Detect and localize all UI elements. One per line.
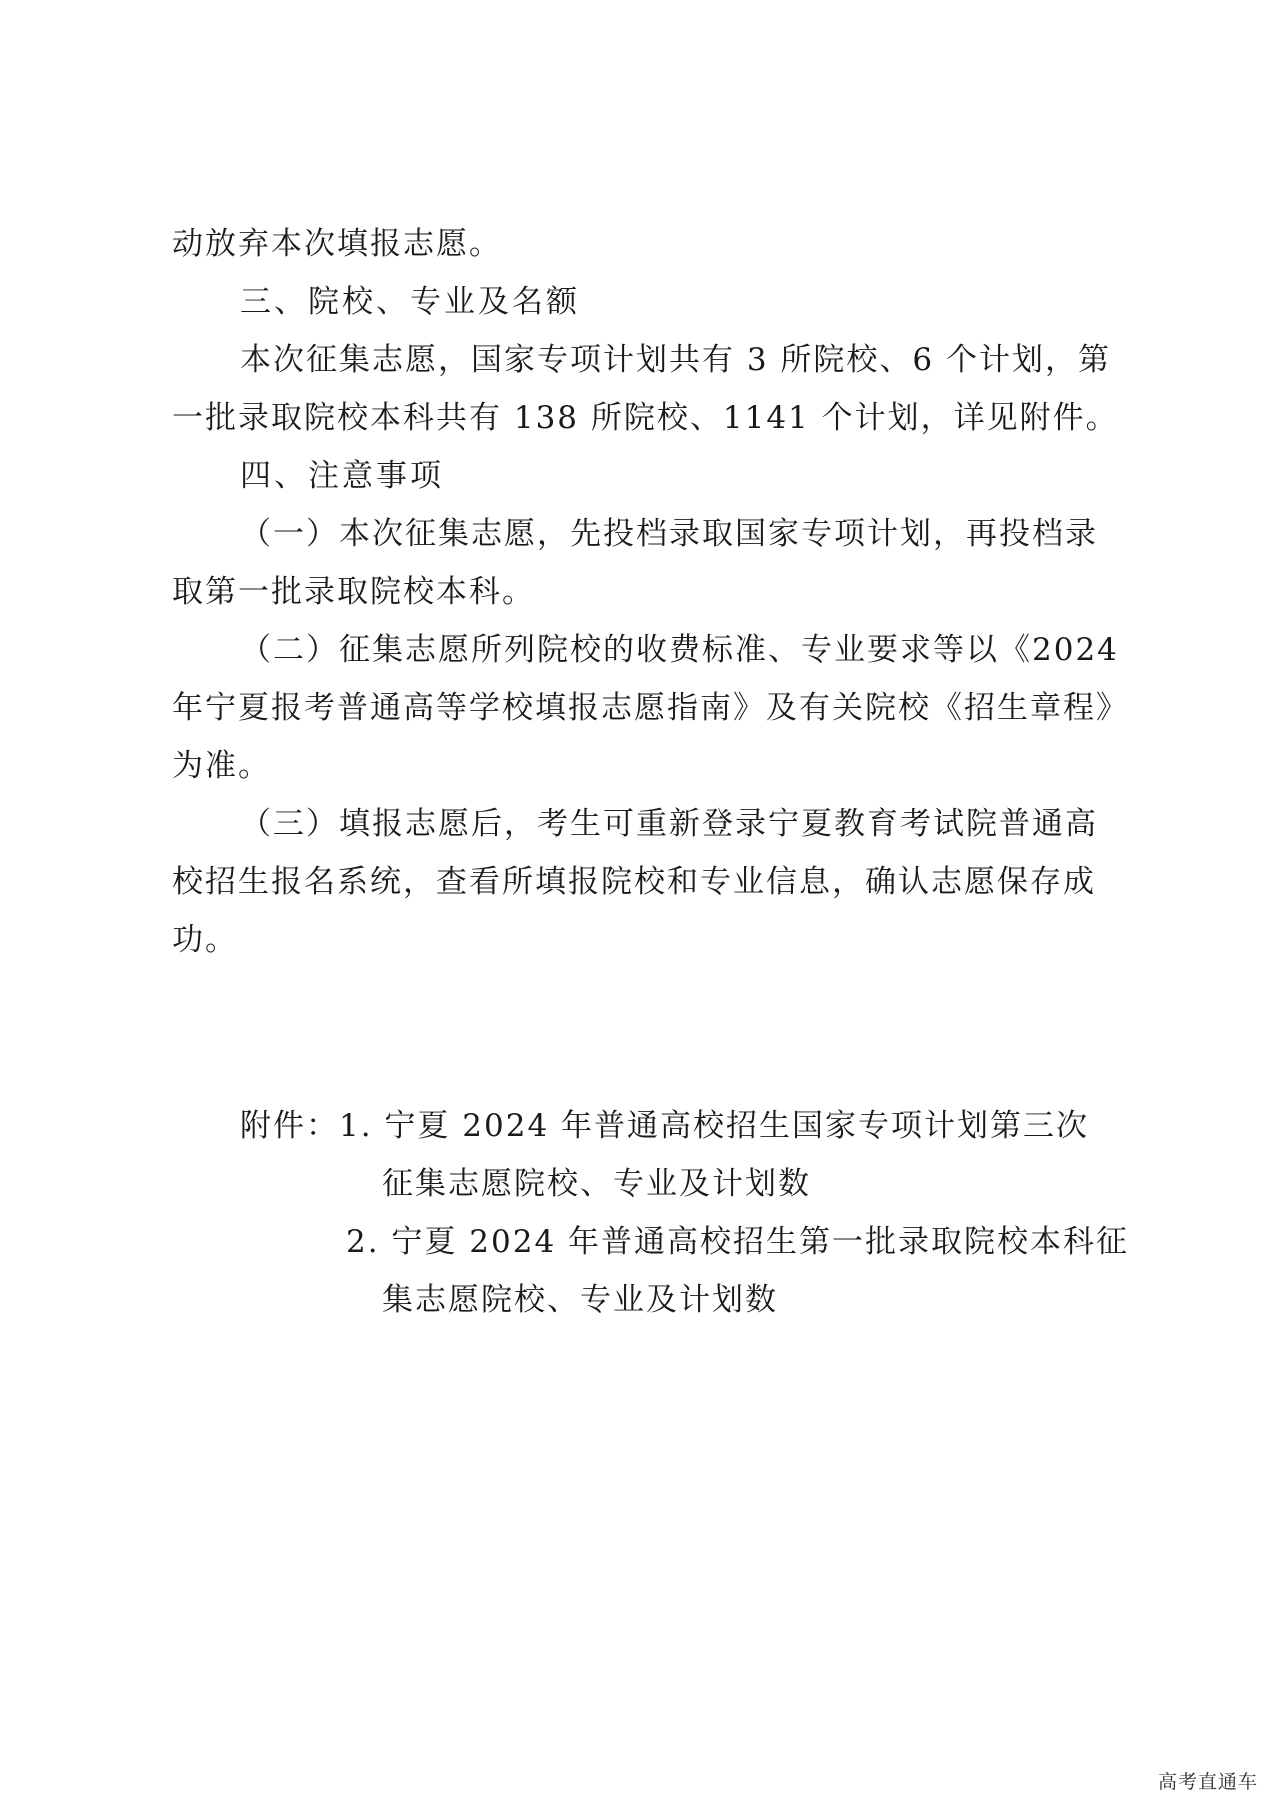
paragraph-line: 一批录取院校本科共有 138 所院校、1141 个计划，详见附件。 <box>172 400 1119 436</box>
section-heading-4: 四、注意事项 <box>240 458 444 494</box>
attachment-line: 征集志愿院校、专业及计划数 <box>382 1166 811 1202</box>
paragraph-line: 本次征集志愿，国家专项计划共有 3 所院校、6 个计划，第 <box>240 342 1112 378</box>
attachment-line: 附件：1. 宁夏 2024 年普通高校招生国家专项计划第三次 <box>240 1108 1090 1144</box>
paragraph-line: 为准。 <box>172 748 271 784</box>
watermark: 高考直通车 <box>1157 1771 1258 1793</box>
paragraph-line: 校招生报名系统，查看所填报院校和专业信息，确认志愿保存成 <box>172 864 1096 900</box>
paragraph-line: （二）征集志愿所列院校的收费标准、专业要求等以《2024 <box>240 632 1119 668</box>
paragraph-line: 年宁夏报考普通高等学校填报志愿指南》及有关院校《招生章程》 <box>172 690 1129 726</box>
paragraph-line: 取第一批录取院校本科。 <box>172 574 535 610</box>
paragraph-line: （三）填报志愿后，考生可重新登录宁夏教育考试院普通高 <box>240 806 1098 842</box>
attachment-line: 2. 宁夏 2024 年普通高校招生第一批录取院校本科征 <box>346 1224 1130 1260</box>
attachment-line: 集志愿院校、专业及计划数 <box>382 1282 778 1318</box>
paragraph-line: 动放弃本次填报志愿。 <box>172 226 502 262</box>
paragraph-line: （一）本次征集志愿，先投档录取国家专项计划，再投档录 <box>240 516 1098 552</box>
paragraph-line: 功。 <box>172 922 238 958</box>
section-heading-3: 三、院校、专业及名额 <box>240 284 580 320</box>
